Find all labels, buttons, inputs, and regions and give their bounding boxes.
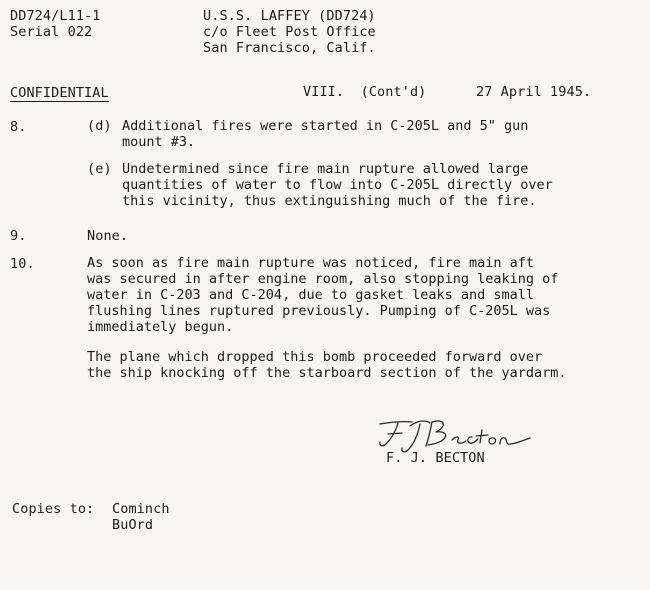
item-10-paragraph-1: As soon as fire main rupture was noticed, fire main aft was secured in after engine room, also stopping leaking of water in C-203 and C-204, due to gasket leaks and small flushing lines ruptured previously. Pumping of C-205L was immediately begun. [87,255,559,335]
section-heading: VIII. (Cont'd) [303,84,427,100]
copies-recipient-cominch: Cominch [112,501,170,517]
copies-label: Copies to: [12,501,95,517]
item-number-9: 9. [10,228,27,244]
address-line-1: c/o Fleet Post Office [203,24,376,40]
ship-name: U.S.S. LAFFEY (DD724) [203,8,376,24]
file-reference: DD724/L11-1 [10,8,101,24]
serial-number: Serial 022 [10,24,93,40]
item-9-text: None. [87,228,129,244]
document-date: 27 April 1945. [476,84,592,100]
classification-label: CONFIDENTIAL [10,85,109,101]
item-number-8: 8. [10,119,27,135]
item-10-paragraph-2: The plane which dropped this bomb proceeded forward over the ship knocking off the starboard section of the yardarm. [87,349,567,381]
copies-recipient-buord: BuOrd [112,517,154,533]
item-number-10: 10. [10,256,35,272]
item-8-d-label: (d) [87,118,112,134]
item-8-d-text: Additional fires were started in C-205L and 5" gun mount #3. [122,118,529,150]
item-8-e-label: (e) [87,161,112,177]
typed-signature-name: F. J. BECTON [386,450,485,466]
item-8-e-text: Undetermined since fire main rupture allowed large quantities of water to flow into C-205L directly over this vicinity, thus extinguishing much of the fire. [122,161,553,209]
address-line-2: San Francisco, Calif. [203,40,376,56]
